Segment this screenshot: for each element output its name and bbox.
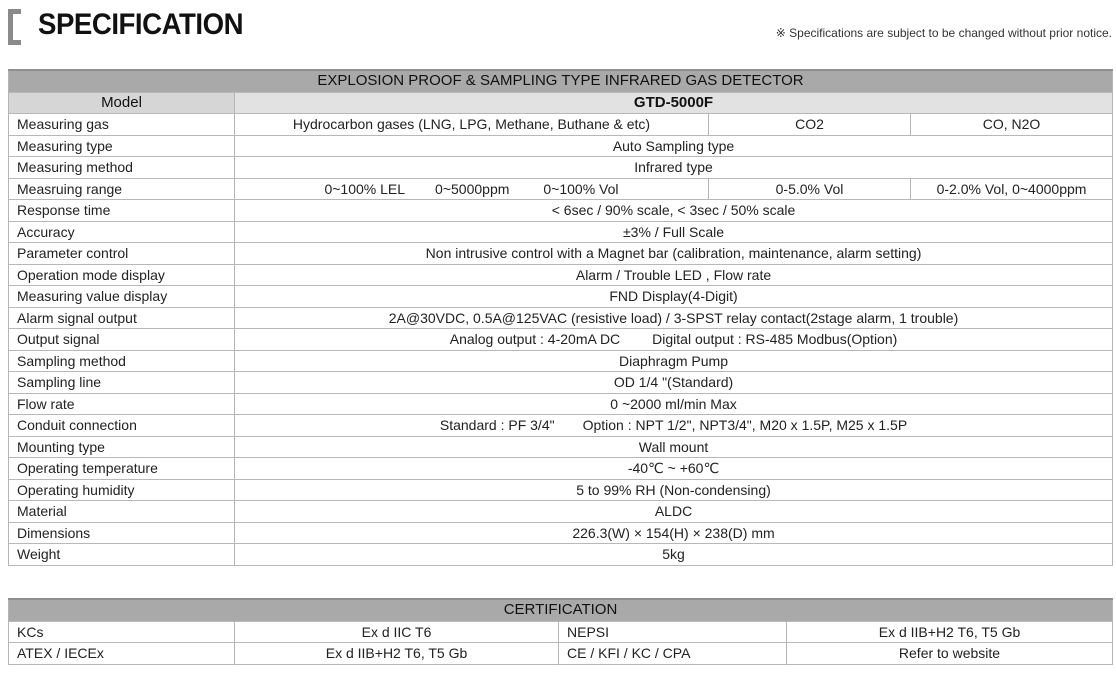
cert-value: Ex d IIB+H2 T6, T5 Gb xyxy=(235,643,559,665)
table-row xyxy=(9,350,1113,372)
cert-name: NEPSI xyxy=(559,621,787,643)
table-row xyxy=(9,393,1113,415)
table-row xyxy=(9,621,1113,643)
row-label: Response time xyxy=(9,200,235,222)
row-label: Sampling method xyxy=(9,350,235,372)
table-row xyxy=(9,372,1113,394)
conduit-standard: Standard : PF 3/4" xyxy=(439,417,555,434)
table-row xyxy=(9,286,1113,308)
row-label: Output signal xyxy=(9,329,235,351)
row-value: Non intrusive control with a Magnet bar (calibration, maintenance, alarm setting) xyxy=(235,243,1113,265)
row-value: 2A@30VDC, 0.5A@125VAC (resistive load) / 3-SPST relay contact(2stage alarm, 1 trouble) xyxy=(235,307,1113,329)
row-label: Operating humidity xyxy=(9,479,235,501)
row-value: 226.3(W) × 154(H) × 238(D) mm xyxy=(235,522,1113,544)
notice-text: ※ Specifications are subject to be changed without prior notice. xyxy=(775,26,1112,40)
page-header xyxy=(0,0,1116,60)
row-value: 0-5.0% Vol xyxy=(709,178,911,200)
cert-value: Refer to website xyxy=(787,643,1113,665)
table-row xyxy=(9,436,1113,458)
row-label: Dimensions xyxy=(9,522,235,544)
specification-table xyxy=(8,69,1113,566)
range-ppm: 0~5000ppm xyxy=(435,180,510,197)
row-label: Alarm signal output xyxy=(9,307,235,329)
table-row xyxy=(9,200,1113,222)
cert-name: CE / KFI / KC / CPA xyxy=(559,643,787,665)
cert-value: Ex d IIB+H2 T6, T5 Gb xyxy=(787,621,1113,643)
row-value: ALDC xyxy=(235,501,1113,523)
row-label: Accuracy xyxy=(9,221,235,243)
table-row xyxy=(9,135,1113,157)
model-value: GTD-5000F xyxy=(235,92,1113,114)
model-row xyxy=(9,92,1113,114)
row-label: Operating temperature xyxy=(9,458,235,480)
cert-table-title: CERTIFICATION xyxy=(9,599,1113,621)
table-row xyxy=(9,264,1113,286)
row-value: OD 1/4 "(Standard) xyxy=(235,372,1113,394)
table-row xyxy=(9,329,1113,351)
table-row xyxy=(9,643,1113,665)
table-row xyxy=(9,307,1113,329)
row-value: CO, N2O xyxy=(911,114,1113,136)
table-row xyxy=(9,157,1113,179)
table-row xyxy=(9,544,1113,566)
row-value: 0 ~2000 ml/min Max xyxy=(235,393,1113,415)
table-row xyxy=(9,458,1113,480)
spec-title-row xyxy=(9,70,1113,92)
conduit-option: Option : NPT 1/2", NPT3/4", M20 x 1.5P, M25 x 1.5P xyxy=(582,417,908,434)
table-row xyxy=(9,178,1113,200)
row-value: 5kg xyxy=(235,544,1113,566)
row-value: Wall mount xyxy=(235,436,1113,458)
row-label: Weight xyxy=(9,544,235,566)
row-label: Measuring type xyxy=(9,135,235,157)
cert-name: ATEX / IECEx xyxy=(9,643,235,665)
row-label: Measuring value display xyxy=(9,286,235,308)
row-label: Flow rate xyxy=(9,393,235,415)
range-lel: 0~100% LEL xyxy=(324,180,406,197)
table-row xyxy=(9,221,1113,243)
table-row xyxy=(9,415,1113,437)
row-value: Diaphragm Pump xyxy=(235,350,1113,372)
row-value xyxy=(235,329,1113,351)
row-label: Conduit connection xyxy=(9,415,235,437)
cert-name: KCs xyxy=(9,621,235,643)
table-row xyxy=(9,114,1113,136)
row-value: Infrared type xyxy=(235,157,1113,179)
row-value: -40℃ ~ +60℃ xyxy=(235,458,1113,480)
analog-output: Analog output : 4-20mA DC xyxy=(449,331,621,348)
row-value: ±3% / Full Scale xyxy=(235,221,1113,243)
row-label: Mounting type xyxy=(9,436,235,458)
row-label: Measruing range xyxy=(9,178,235,200)
row-value: CO2 xyxy=(709,114,911,136)
range-vol: 0~100% Vol xyxy=(543,180,619,197)
row-label: Measuring gas xyxy=(9,114,235,136)
table-row xyxy=(9,522,1113,544)
row-value xyxy=(235,415,1113,437)
row-value: Auto Sampling type xyxy=(235,135,1113,157)
certification-table xyxy=(8,598,1113,665)
row-value xyxy=(235,178,709,200)
table-row xyxy=(9,243,1113,265)
row-label: Sampling line xyxy=(9,372,235,394)
table-row xyxy=(9,479,1113,501)
row-value: FND Display(4-Digit) xyxy=(235,286,1113,308)
row-value: 0-2.0% Vol, 0~4000ppm xyxy=(911,178,1113,200)
row-value: < 6sec / 90% scale, < 3sec / 50% scale xyxy=(235,200,1113,222)
bracket-icon xyxy=(8,9,21,45)
row-value: Hydrocarbon gases (LNG, LPG, Methane, Buthane & etc) xyxy=(235,114,709,136)
page-title: SPECIFICATION xyxy=(38,8,244,41)
row-label: Operation mode display xyxy=(9,264,235,286)
row-label: Measuring method xyxy=(9,157,235,179)
row-label: Material xyxy=(9,501,235,523)
model-label: Model xyxy=(9,92,235,114)
row-label: Parameter control xyxy=(9,243,235,265)
cert-value: Ex d IIC T6 xyxy=(235,621,559,643)
digital-output: Digital output : RS-485 Modbus(Option) xyxy=(652,331,898,348)
table-row xyxy=(9,501,1113,523)
spec-table-title: EXPLOSION PROOF & SAMPLING TYPE INFRARED GAS DETECTOR xyxy=(9,70,1113,92)
cert-title-row xyxy=(9,599,1113,621)
row-value: 5 to 99% RH (Non-condensing) xyxy=(235,479,1113,501)
row-value: Alarm / Trouble LED , Flow rate xyxy=(235,264,1113,286)
